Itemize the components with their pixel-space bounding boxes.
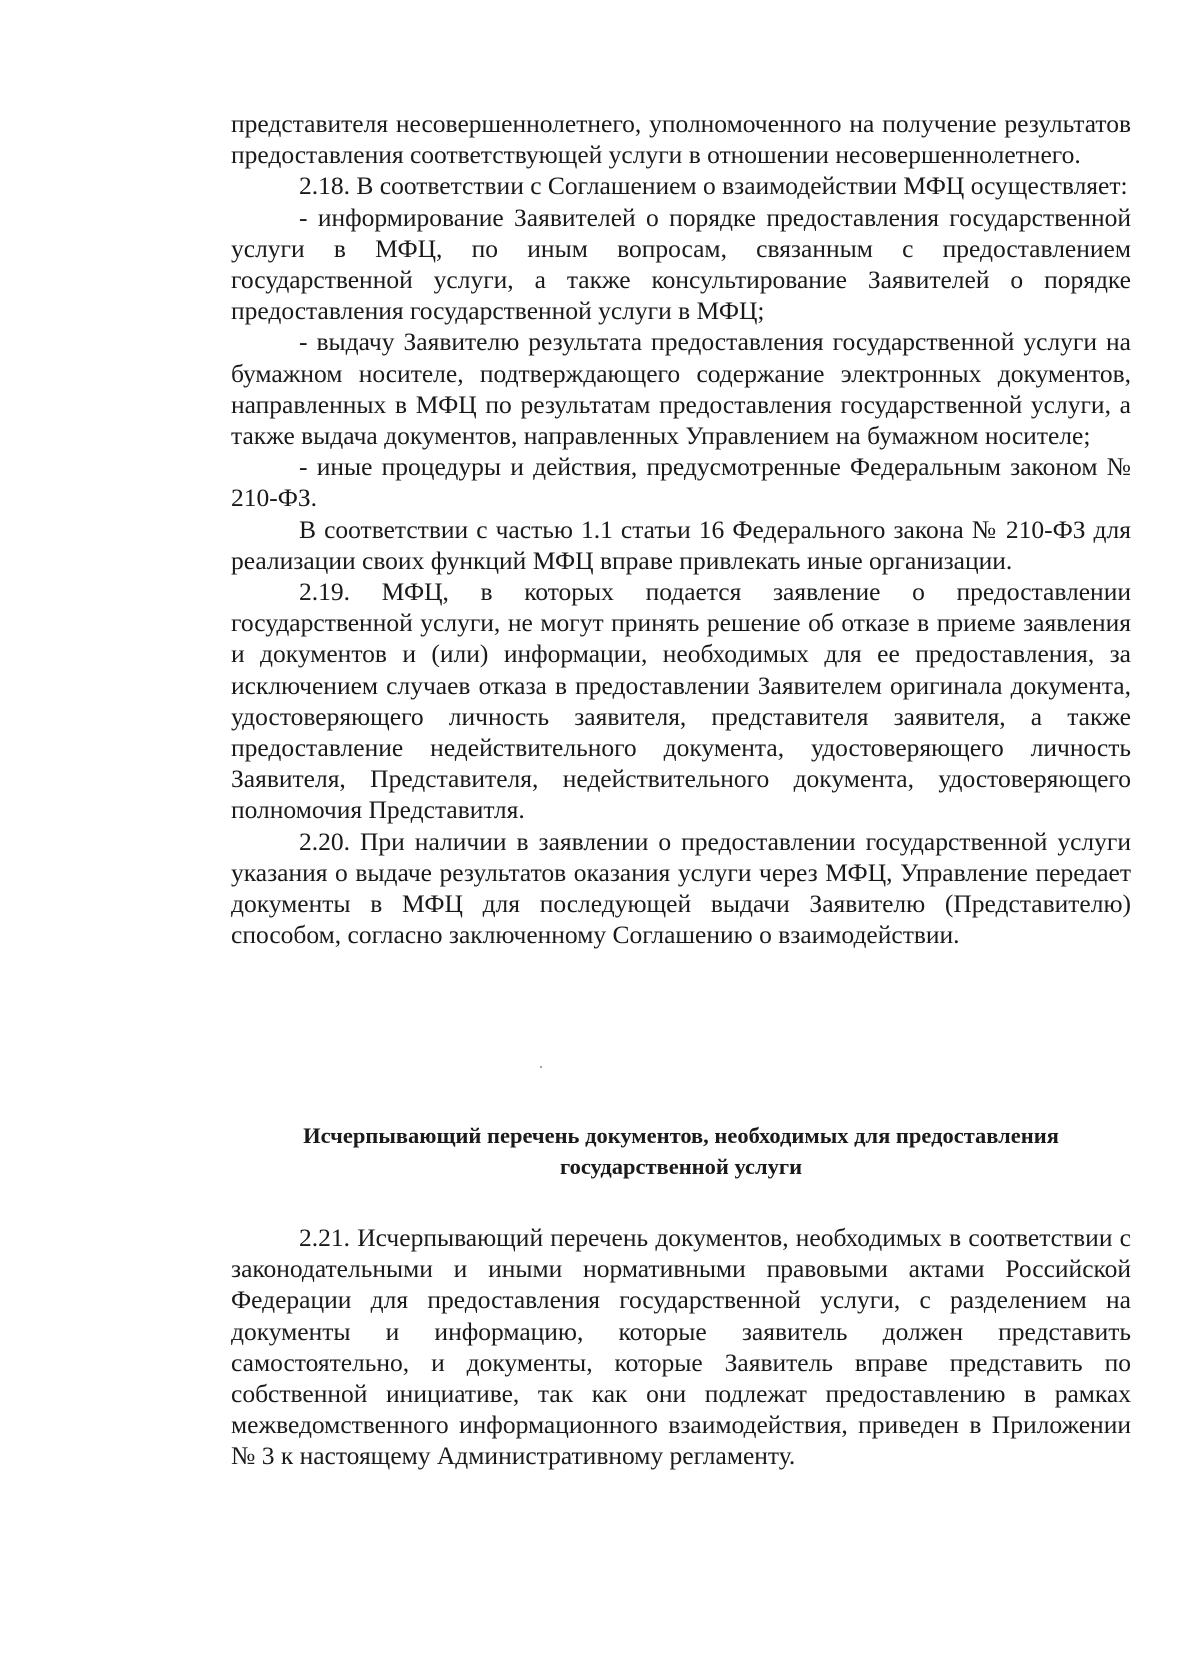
paragraph-2-19: 2.19. МФЦ, в которых подается заявление о предоставлении государственной услуги, не могут принять решение об отказе в приеме заявления и документов и (или) информации, необходимых для ее предоставления, за исключением случаев отказа в предоставлении Заявителем оригинала документа, удостоверяющего личность заявителя, представителя заявителя, а также предоставление недействительного документа, удостоверяющего личность Заявителя, Представителя, недействительного документа, удостоверяющего полномочия Представитля. xyxy=(231,577,1131,825)
section-heading: Исчерпывающий перечень документов, необходимых для предоставления государственной услуги xyxy=(303,1123,1059,1179)
paragraph-bullet-informing: - информирование Заявителей о порядке предоставления государственной услуги в МФЦ, по иным вопросам, связанным с предоставлением государственной услуги, а также консультирование Заявителей о порядке предоставления государственной услуги в МФЦ; xyxy=(231,202,1131,326)
paragraph-2-21: 2.21. Исчерпывающий перечень документов, необходимых в соответствии с законодательными и иными нормативными правовыми актами Российской Федерации для предоставления государственной услуги, с разделением на документы и информацию, которые заявитель должен представить самостоятельно, и документы, которые Заявитель вправе представить по собственной инициативе, так как они подлежат предоставлению в рамках межведомственного информационного взаимодействия, приведен в Приложении № 3 к настоящему Административному регламенту. xyxy=(231,1223,1131,1471)
paragraph-bullet-issuing: - выдачу Заявителю результата предоставления государственной услуги на бумажном носителе, подтверждающего содержание электронных документов, направленных в МФЦ по результатам предоставления государственной услуги, а также выдача документов, направленных Управлением на бумажном носителе; xyxy=(231,327,1131,451)
paragraph-2-20: 2.20. При наличии в заявлении о предоставлении государственной услуги указания о выдаче результатов оказания услуги через МФЦ, Управление передает документы в МФЦ для последующей выдачи Заявителю (Представителю) способом, согласно заключенному Соглашению о взаимодействии. xyxy=(231,826,1131,950)
body-text-top xyxy=(231,108,1131,950)
scan-speck xyxy=(540,1066,542,1068)
paragraph-bullet-other: - иные процедуры и действия, предусмотренные Федеральным законом № 210-ФЗ. xyxy=(231,452,1131,513)
paragraph-law-reference: В соответствии с частью 1.1 статьи 16 Федерального закона № 210-ФЗ для реализации своих функций МФЦ вправе привлекать иные организации. xyxy=(231,514,1131,575)
paragraph-continuation: представителя несовершеннолетнего, уполномоченного на получение результатов предоставления соответствующей услуги в отношении несовершеннолетнего. xyxy=(231,109,1131,170)
paragraph-2-18: 2.18. В соответствии с Соглашением о взаимодействии МФЦ осуществляет: xyxy=(299,171,1128,201)
body-text-bottom xyxy=(231,1222,1131,1472)
